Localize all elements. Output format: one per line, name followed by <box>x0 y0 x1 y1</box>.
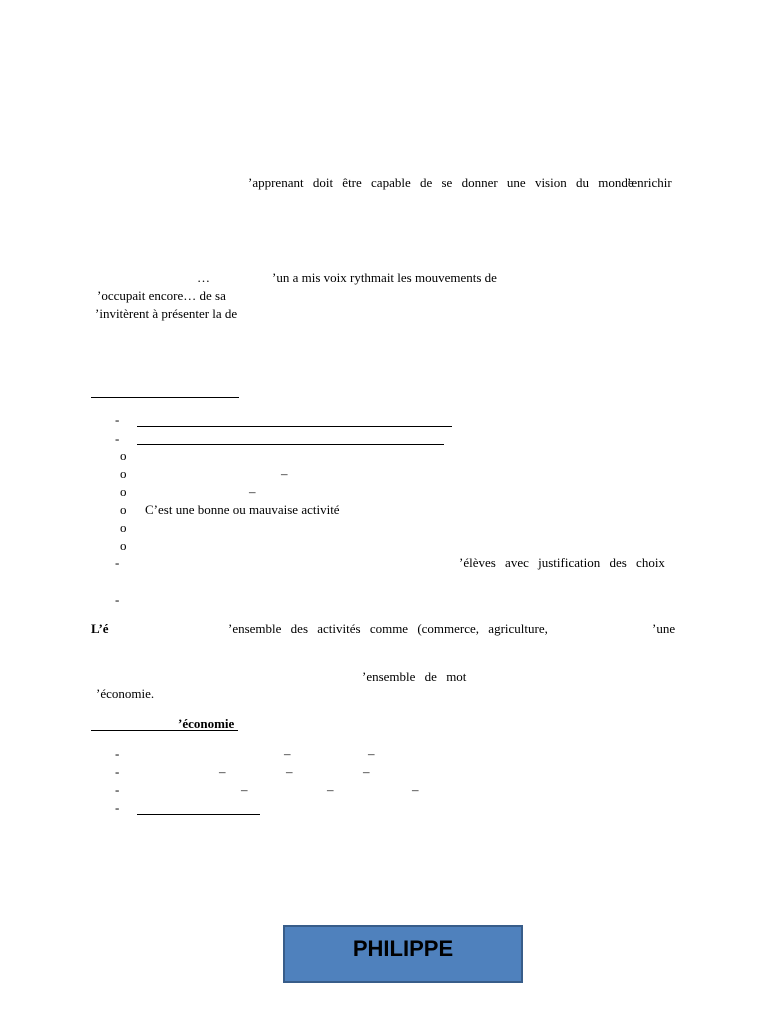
section-2-heading: ’économie <box>178 716 235 731</box>
paragraph-1-line: ’apprenant doit être capable de se donner une vision du monde <box>248 175 634 190</box>
definition-line-1-end: ’une <box>652 621 676 636</box>
list-2-row-2-sep-3: – <box>363 764 370 779</box>
list-1-bullet-6: o <box>120 538 127 553</box>
list-2-row-3-sep-1: – <box>241 782 248 797</box>
list-1-bullet-5: o <box>120 520 127 535</box>
list-1-eleves-line: ’élèves avec justification des choix <box>459 555 665 570</box>
definition-line-2: ’ensemble de mot <box>362 669 467 684</box>
list-1-item-2-underline <box>137 444 444 445</box>
list-1-dash-4: - <box>115 592 120 607</box>
list-1-bullet-4-text: C’est une bonne ou mauvaise activité <box>145 502 340 517</box>
definition-lead: L’é <box>91 621 109 636</box>
list-1-bullet-3: o <box>120 484 127 499</box>
list-1-dash-3: - <box>115 555 120 570</box>
list-2-dash-2: - <box>115 764 120 779</box>
paragraph-2-line-1: ’un a mis voix rythmait les mouvements de <box>272 270 497 285</box>
list-2-row-2-sep-2: – <box>286 764 293 779</box>
list-2-row-1-sep-2: – <box>368 746 375 761</box>
paragraph-2-line-2: ’occupait encore… de sa <box>97 288 226 303</box>
list-1-dash-2: - <box>115 431 120 446</box>
section-1-heading-underline <box>91 397 239 398</box>
list-2-dash-1: - <box>115 746 120 761</box>
list-2-row-2-sep-1: – <box>219 764 226 779</box>
paragraph-2-ellipsis: … <box>197 270 210 285</box>
name-label: PHILIPPE <box>352 936 454 961</box>
definition-line-3: ’économie. <box>96 686 155 701</box>
list-1-dash-1: - <box>115 412 120 427</box>
list-2-row-3-sep-3: – <box>412 782 419 797</box>
paragraph-2-line-3: ’invitèrent à présenter la de <box>95 306 238 321</box>
paragraph-1-line-end: ’enrichir <box>627 175 672 190</box>
list-2-item-4-underline <box>137 814 260 815</box>
definition-line-1: ’ensemble des activités comme (commerce, agriculture, <box>228 621 548 636</box>
list-1-item-1-underline <box>137 426 452 427</box>
name-box <box>283 925 523 983</box>
list-1-bullet-4: o <box>120 502 127 517</box>
list-1-bullet-3-dash: – <box>249 484 256 499</box>
list-2-row-3-sep-2: – <box>327 782 334 797</box>
list-2-row-1-sep-1: – <box>284 746 291 761</box>
list-2-dash-3: - <box>115 782 120 797</box>
list-1-bullet-2: o <box>120 466 127 481</box>
list-2-dash-4: - <box>115 800 120 815</box>
list-1-bullet-2-dash: – <box>281 466 288 481</box>
list-1-bullet-1: o <box>120 448 127 463</box>
